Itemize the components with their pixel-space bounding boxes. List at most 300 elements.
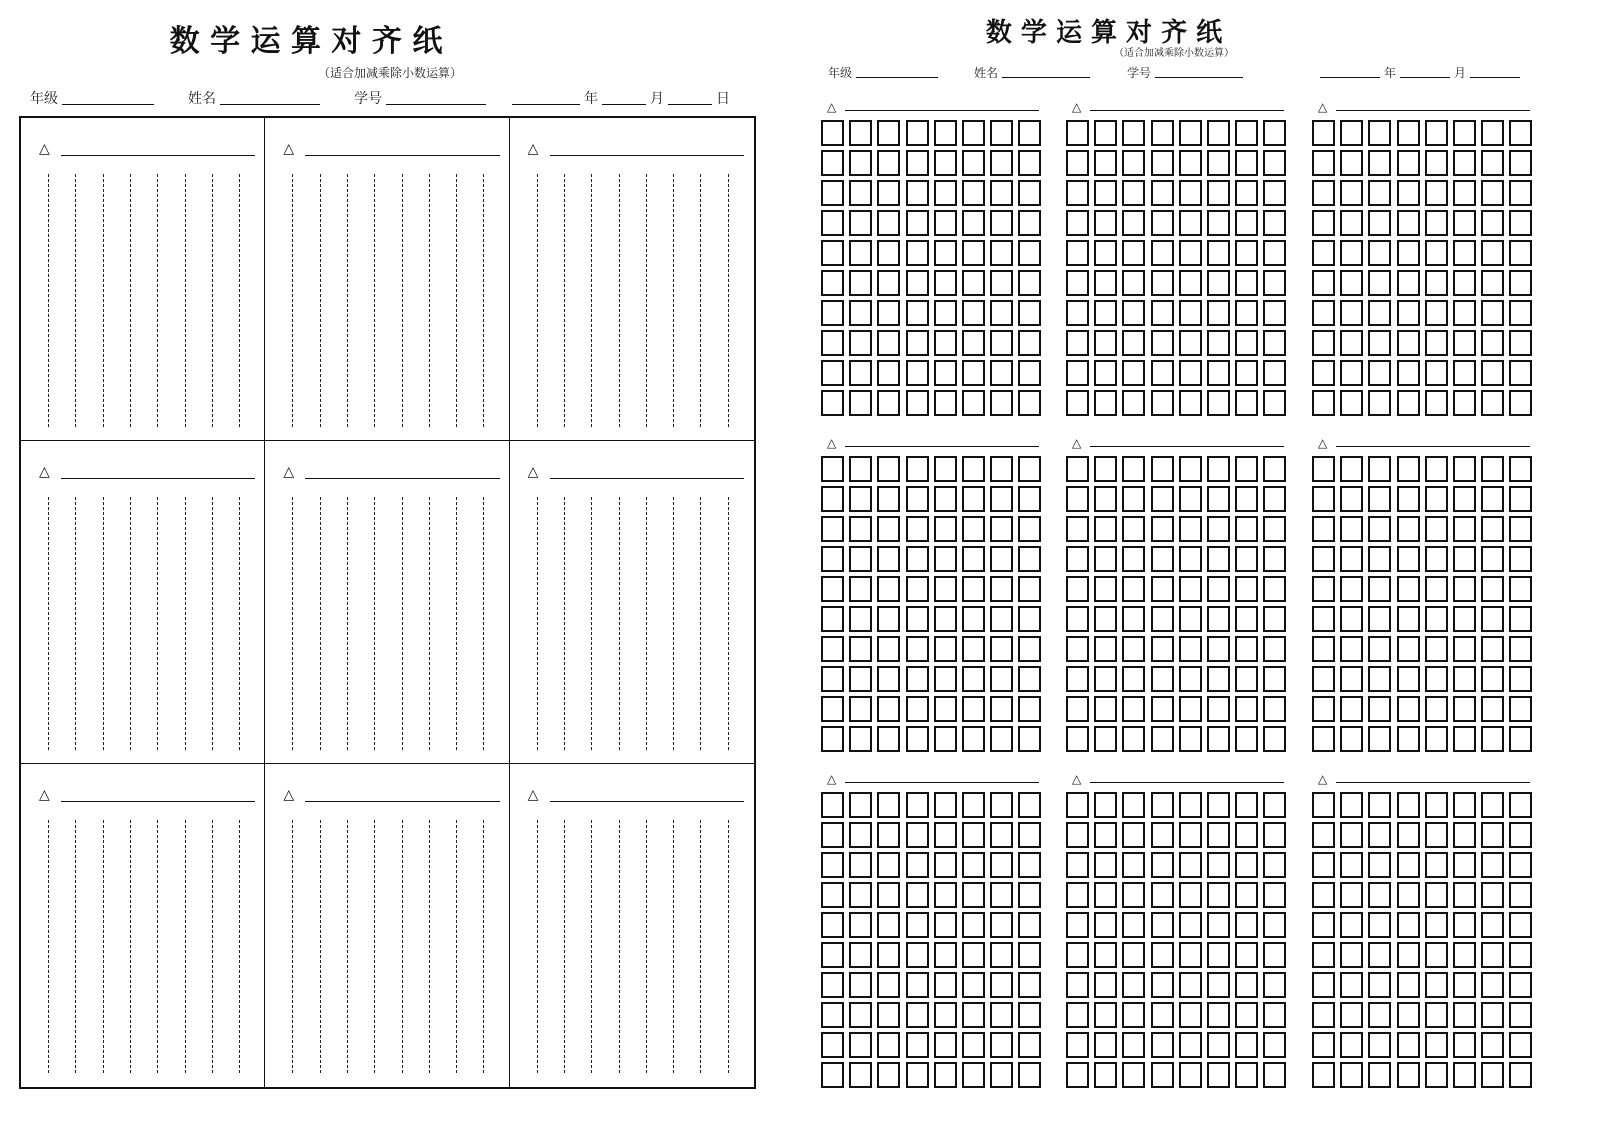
digit-box[interactable]	[962, 300, 985, 326]
digit-box[interactable]	[1397, 1002, 1420, 1028]
question-line[interactable]	[61, 801, 255, 802]
digit-box[interactable]	[1263, 852, 1286, 878]
digit-box[interactable]	[962, 822, 985, 848]
digit-box[interactable]	[1066, 1032, 1089, 1058]
digit-box[interactable]	[934, 1032, 957, 1058]
digit-box[interactable]	[849, 360, 872, 386]
digit-box[interactable]	[934, 210, 957, 236]
digit-box[interactable]	[1018, 1002, 1041, 1028]
digit-box[interactable]	[1425, 912, 1448, 938]
digit-box[interactable]	[877, 120, 900, 146]
digit-box[interactable]	[1066, 270, 1089, 296]
digit-box[interactable]	[962, 516, 985, 542]
digit-box[interactable]	[906, 210, 929, 236]
digit-box[interactable]	[1425, 636, 1448, 662]
digit-box[interactable]	[962, 360, 985, 386]
digit-box[interactable]	[1263, 390, 1286, 416]
left-cell[interactable]	[265, 118, 509, 441]
right-month-input-line[interactable]	[1400, 76, 1450, 78]
digit-box[interactable]	[1122, 330, 1145, 356]
left-date-field[interactable]	[512, 88, 730, 108]
digit-box[interactable]	[1425, 972, 1448, 998]
digit-box[interactable]	[821, 360, 844, 386]
digit-box[interactable]	[990, 360, 1013, 386]
digit-box[interactable]	[990, 180, 1013, 206]
grade-input-line[interactable]	[62, 103, 154, 105]
digit-box[interactable]	[1312, 576, 1335, 602]
digit-box[interactable]	[1018, 120, 1041, 146]
digit-box[interactable]	[1207, 636, 1230, 662]
digit-box[interactable]	[1340, 822, 1363, 848]
digit-box[interactable]	[1340, 390, 1363, 416]
digit-box[interactable]	[877, 456, 900, 482]
digit-box[interactable]	[1151, 822, 1174, 848]
digit-box[interactable]	[1094, 150, 1117, 176]
digit-box[interactable]	[1066, 726, 1089, 752]
digit-box[interactable]	[1425, 576, 1448, 602]
digit-box[interactable]	[1368, 300, 1391, 326]
digit-box[interactable]	[1151, 150, 1174, 176]
digit-box[interactable]	[1312, 942, 1335, 968]
digit-box[interactable]	[1509, 486, 1532, 512]
digit-box[interactable]	[1397, 390, 1420, 416]
digit-box[interactable]	[1509, 912, 1532, 938]
digit-box[interactable]	[1368, 150, 1391, 176]
digit-box[interactable]	[1453, 726, 1476, 752]
digit-box[interactable]	[1066, 942, 1089, 968]
digit-box[interactable]	[1235, 486, 1258, 512]
digit-box[interactable]	[1151, 942, 1174, 968]
digit-box[interactable]	[1179, 696, 1202, 722]
left-name-field[interactable]	[188, 88, 324, 108]
digit-box[interactable]	[1397, 270, 1420, 296]
digit-box[interactable]	[1094, 1002, 1117, 1028]
digit-box[interactable]	[1151, 180, 1174, 206]
digit-box[interactable]	[990, 150, 1013, 176]
digit-box[interactable]	[990, 912, 1013, 938]
digit-box[interactable]	[1122, 150, 1145, 176]
digit-box[interactable]	[1425, 1032, 1448, 1058]
digit-box[interactable]	[906, 330, 929, 356]
digit-box[interactable]	[1340, 516, 1363, 542]
digit-box[interactable]	[1122, 882, 1145, 908]
digit-box[interactable]	[1151, 636, 1174, 662]
digit-box[interactable]	[877, 270, 900, 296]
digit-box[interactable]	[962, 1032, 985, 1058]
digit-box[interactable]	[821, 120, 844, 146]
digit-box[interactable]	[1509, 150, 1532, 176]
left-cell[interactable]	[21, 764, 265, 1087]
digit-box[interactable]	[1481, 456, 1504, 482]
digit-box[interactable]	[1207, 576, 1230, 602]
digit-box[interactable]	[1453, 270, 1476, 296]
digit-box[interactable]	[821, 972, 844, 998]
digit-box[interactable]	[1397, 792, 1420, 818]
digit-box[interactable]	[877, 150, 900, 176]
digit-box[interactable]	[1018, 210, 1041, 236]
digit-box[interactable]	[1509, 240, 1532, 266]
digit-box[interactable]	[877, 822, 900, 848]
digit-box[interactable]	[1094, 180, 1117, 206]
digit-box[interactable]	[1207, 546, 1230, 572]
digit-box[interactable]	[1425, 1062, 1448, 1088]
digit-box[interactable]	[1397, 360, 1420, 386]
digit-box[interactable]	[1151, 546, 1174, 572]
digit-box[interactable]	[1340, 270, 1363, 296]
question-line[interactable]	[845, 110, 1039, 111]
digit-box[interactable]	[1179, 852, 1202, 878]
digit-box[interactable]	[1122, 270, 1145, 296]
question-line[interactable]	[550, 801, 744, 802]
digit-box[interactable]	[821, 942, 844, 968]
digit-box[interactable]	[1151, 882, 1174, 908]
digit-box[interactable]	[1368, 486, 1391, 512]
digit-box[interactable]	[1235, 912, 1258, 938]
digit-box[interactable]	[1481, 546, 1504, 572]
digit-box[interactable]	[1207, 792, 1230, 818]
digit-box[interactable]	[1368, 270, 1391, 296]
digit-box[interactable]	[1094, 390, 1117, 416]
digit-box[interactable]	[1397, 210, 1420, 236]
digit-box[interactable]	[1207, 486, 1230, 512]
digit-box[interactable]	[1453, 240, 1476, 266]
digit-box[interactable]	[1179, 456, 1202, 482]
digit-box[interactable]	[1179, 726, 1202, 752]
digit-box[interactable]	[1481, 852, 1504, 878]
left-id-field[interactable]	[354, 88, 490, 108]
digit-box[interactable]	[877, 300, 900, 326]
digit-box[interactable]	[1312, 150, 1335, 176]
digit-box[interactable]	[1368, 330, 1391, 356]
digit-box[interactable]	[849, 516, 872, 542]
digit-box[interactable]	[1122, 576, 1145, 602]
digit-box[interactable]	[990, 972, 1013, 998]
question-line[interactable]	[1090, 446, 1284, 447]
digit-box[interactable]	[1151, 516, 1174, 542]
digit-box[interactable]	[1368, 1062, 1391, 1088]
digit-box[interactable]	[1312, 882, 1335, 908]
digit-box[interactable]	[906, 180, 929, 206]
digit-box[interactable]	[1425, 180, 1448, 206]
digit-box[interactable]	[990, 486, 1013, 512]
digit-box[interactable]	[1235, 942, 1258, 968]
digit-box[interactable]	[1018, 360, 1041, 386]
digit-box[interactable]	[1509, 792, 1532, 818]
digit-box[interactable]	[821, 1062, 844, 1088]
digit-box[interactable]	[1151, 696, 1174, 722]
digit-box[interactable]	[1207, 180, 1230, 206]
digit-box[interactable]	[1066, 486, 1089, 512]
digit-box[interactable]	[1312, 1032, 1335, 1058]
digit-box[interactable]	[849, 210, 872, 236]
digit-box[interactable]	[1368, 1032, 1391, 1058]
digit-box[interactable]	[821, 240, 844, 266]
digit-box[interactable]	[1425, 606, 1448, 632]
digit-box[interactable]	[1235, 270, 1258, 296]
digit-box[interactable]	[1207, 852, 1230, 878]
digit-box[interactable]	[877, 390, 900, 416]
digit-box[interactable]	[1397, 456, 1420, 482]
digit-box[interactable]	[1179, 210, 1202, 236]
digit-box[interactable]	[1453, 150, 1476, 176]
digit-box[interactable]	[1312, 546, 1335, 572]
digit-box[interactable]	[962, 180, 985, 206]
digit-box[interactable]	[1018, 636, 1041, 662]
digit-box[interactable]	[906, 636, 929, 662]
digit-box[interactable]	[1340, 120, 1363, 146]
digit-box[interactable]	[1509, 636, 1532, 662]
digit-box[interactable]	[1066, 1002, 1089, 1028]
digit-box[interactable]	[877, 942, 900, 968]
digit-box[interactable]	[1066, 516, 1089, 542]
digit-box[interactable]	[1397, 576, 1420, 602]
digit-box[interactable]	[934, 546, 957, 572]
digit-box[interactable]	[1235, 666, 1258, 692]
digit-box[interactable]	[962, 726, 985, 752]
digit-box[interactable]	[1397, 636, 1420, 662]
digit-box[interactable]	[1066, 882, 1089, 908]
digit-box[interactable]	[821, 390, 844, 416]
digit-box[interactable]	[849, 330, 872, 356]
digit-box[interactable]	[1425, 666, 1448, 692]
digit-box[interactable]	[934, 270, 957, 296]
digit-box[interactable]	[877, 516, 900, 542]
digit-box[interactable]	[1066, 546, 1089, 572]
digit-box[interactable]	[962, 1002, 985, 1028]
digit-box[interactable]	[1151, 270, 1174, 296]
digit-box[interactable]	[1263, 180, 1286, 206]
digit-box[interactable]	[1397, 300, 1420, 326]
digit-box[interactable]	[1453, 972, 1476, 998]
digit-box[interactable]	[1312, 360, 1335, 386]
digit-box[interactable]	[906, 852, 929, 878]
digit-box[interactable]	[906, 240, 929, 266]
digit-box[interactable]	[1066, 792, 1089, 818]
digit-box[interactable]	[990, 792, 1013, 818]
digit-box[interactable]	[1122, 822, 1145, 848]
digit-box[interactable]	[821, 666, 844, 692]
digit-box[interactable]	[990, 822, 1013, 848]
left-cell[interactable]	[21, 118, 265, 441]
digit-box[interactable]	[1207, 606, 1230, 632]
digit-box[interactable]	[1340, 576, 1363, 602]
digit-box[interactable]	[877, 210, 900, 236]
digit-box[interactable]	[1018, 792, 1041, 818]
digit-box[interactable]	[1509, 822, 1532, 848]
digit-box[interactable]	[1122, 390, 1145, 416]
digit-box[interactable]	[1453, 576, 1476, 602]
digit-box[interactable]	[1263, 726, 1286, 752]
digit-box[interactable]	[934, 486, 957, 512]
digit-box[interactable]	[1340, 1062, 1363, 1088]
digit-box[interactable]	[1481, 636, 1504, 662]
digit-box[interactable]	[906, 486, 929, 512]
digit-box[interactable]	[1453, 546, 1476, 572]
digit-box[interactable]	[877, 636, 900, 662]
digit-box[interactable]	[934, 696, 957, 722]
digit-box[interactable]	[1179, 270, 1202, 296]
digit-box[interactable]	[1340, 792, 1363, 818]
digit-box[interactable]	[1235, 576, 1258, 602]
digit-box[interactable]	[934, 120, 957, 146]
digit-box[interactable]	[1235, 150, 1258, 176]
digit-box[interactable]	[1312, 180, 1335, 206]
digit-box[interactable]	[1179, 912, 1202, 938]
digit-box[interactable]	[1340, 1032, 1363, 1058]
digit-box[interactable]	[1453, 942, 1476, 968]
digit-box[interactable]	[821, 516, 844, 542]
digit-box[interactable]	[1340, 912, 1363, 938]
digit-box[interactable]	[934, 180, 957, 206]
digit-box[interactable]	[1368, 636, 1391, 662]
digit-box[interactable]	[1094, 240, 1117, 266]
digit-box[interactable]	[934, 1062, 957, 1088]
digit-box[interactable]	[990, 576, 1013, 602]
digit-box[interactable]	[1481, 486, 1504, 512]
digit-box[interactable]	[1207, 942, 1230, 968]
digit-box[interactable]	[849, 240, 872, 266]
digit-box[interactable]	[1018, 696, 1041, 722]
digit-box[interactable]	[1207, 120, 1230, 146]
digit-box[interactable]	[821, 1032, 844, 1058]
digit-box[interactable]	[1066, 120, 1089, 146]
digit-box[interactable]	[1397, 150, 1420, 176]
digit-box[interactable]	[849, 300, 872, 326]
digit-box[interactable]	[962, 270, 985, 296]
digit-box[interactable]	[1425, 486, 1448, 512]
digit-box[interactable]	[962, 912, 985, 938]
digit-box[interactable]	[1397, 330, 1420, 356]
digit-box[interactable]	[1312, 300, 1335, 326]
digit-box[interactable]	[1340, 942, 1363, 968]
digit-box[interactable]	[1509, 270, 1532, 296]
digit-box[interactable]	[906, 942, 929, 968]
right-year-input-line[interactable]	[1320, 76, 1380, 78]
digit-box[interactable]	[1481, 666, 1504, 692]
digit-box[interactable]	[934, 606, 957, 632]
digit-box[interactable]	[849, 456, 872, 482]
digit-box[interactable]	[906, 972, 929, 998]
digit-box[interactable]	[1235, 240, 1258, 266]
digit-box[interactable]	[906, 912, 929, 938]
digit-box[interactable]	[1235, 360, 1258, 386]
digit-box[interactable]	[1368, 120, 1391, 146]
digit-box[interactable]	[1179, 822, 1202, 848]
digit-box[interactable]	[1312, 726, 1335, 752]
digit-box[interactable]	[1094, 606, 1117, 632]
digit-box[interactable]	[1263, 240, 1286, 266]
digit-box[interactable]	[990, 390, 1013, 416]
digit-box[interactable]	[1207, 972, 1230, 998]
digit-box[interactable]	[1509, 942, 1532, 968]
digit-box[interactable]	[849, 270, 872, 296]
digit-box[interactable]	[1179, 180, 1202, 206]
digit-box[interactable]	[849, 792, 872, 818]
digit-box[interactable]	[1122, 636, 1145, 662]
digit-box[interactable]	[1066, 912, 1089, 938]
digit-box[interactable]	[906, 360, 929, 386]
digit-box[interactable]	[821, 792, 844, 818]
day-input-line[interactable]	[668, 103, 712, 105]
digit-box[interactable]	[849, 636, 872, 662]
digit-box[interactable]	[1179, 666, 1202, 692]
digit-box[interactable]	[1509, 972, 1532, 998]
digit-box[interactable]	[1263, 882, 1286, 908]
digit-box[interactable]	[1151, 792, 1174, 818]
digit-box[interactable]	[1179, 120, 1202, 146]
digit-box[interactable]	[1481, 120, 1504, 146]
digit-box[interactable]	[934, 576, 957, 602]
digit-box[interactable]	[962, 792, 985, 818]
digit-box[interactable]	[1397, 606, 1420, 632]
question-line[interactable]	[1090, 782, 1284, 783]
right-name-input-line[interactable]	[1002, 76, 1090, 78]
digit-box[interactable]	[1151, 120, 1174, 146]
digit-box[interactable]	[1509, 360, 1532, 386]
digit-box[interactable]	[821, 882, 844, 908]
digit-box[interactable]	[962, 390, 985, 416]
digit-box[interactable]	[1509, 390, 1532, 416]
left-cell[interactable]	[21, 441, 265, 764]
digit-box[interactable]	[1263, 666, 1286, 692]
digit-box[interactable]	[1235, 696, 1258, 722]
digit-box[interactable]	[1340, 360, 1363, 386]
digit-box[interactable]	[962, 576, 985, 602]
digit-box[interactable]	[1018, 726, 1041, 752]
digit-box[interactable]	[1312, 972, 1335, 998]
digit-box[interactable]	[1151, 210, 1174, 236]
digit-box[interactable]	[1312, 240, 1335, 266]
question-line[interactable]	[1336, 446, 1530, 447]
digit-box[interactable]	[1066, 1062, 1089, 1088]
digit-box[interactable]	[1340, 606, 1363, 632]
digit-box[interactable]	[1368, 576, 1391, 602]
digit-box[interactable]	[1312, 120, 1335, 146]
digit-box[interactable]	[849, 822, 872, 848]
digit-box[interactable]	[877, 882, 900, 908]
digit-box[interactable]	[1179, 942, 1202, 968]
digit-box[interactable]	[1263, 1062, 1286, 1088]
digit-box[interactable]	[1018, 912, 1041, 938]
digit-box[interactable]	[1066, 300, 1089, 326]
digit-box[interactable]	[962, 120, 985, 146]
digit-box[interactable]	[1312, 606, 1335, 632]
digit-box[interactable]	[1122, 1002, 1145, 1028]
digit-box[interactable]	[1066, 822, 1089, 848]
digit-box[interactable]	[1066, 666, 1089, 692]
digit-box[interactable]	[1481, 942, 1504, 968]
digit-box[interactable]	[962, 546, 985, 572]
digit-box[interactable]	[1397, 120, 1420, 146]
digit-box[interactable]	[1481, 696, 1504, 722]
digit-box[interactable]	[1122, 120, 1145, 146]
digit-box[interactable]	[1368, 240, 1391, 266]
digit-box[interactable]	[1094, 486, 1117, 512]
digit-box[interactable]	[1094, 360, 1117, 386]
digit-box[interactable]	[1425, 792, 1448, 818]
digit-box[interactable]	[1397, 516, 1420, 542]
digit-box[interactable]	[1207, 912, 1230, 938]
digit-box[interactable]	[1397, 972, 1420, 998]
digit-box[interactable]	[1235, 726, 1258, 752]
digit-box[interactable]	[1481, 912, 1504, 938]
digit-box[interactable]	[1425, 726, 1448, 752]
digit-box[interactable]	[1018, 330, 1041, 356]
digit-box[interactable]	[821, 606, 844, 632]
digit-box[interactable]	[962, 882, 985, 908]
digit-box[interactable]	[1122, 1062, 1145, 1088]
right-day-input-line[interactable]	[1470, 76, 1520, 78]
